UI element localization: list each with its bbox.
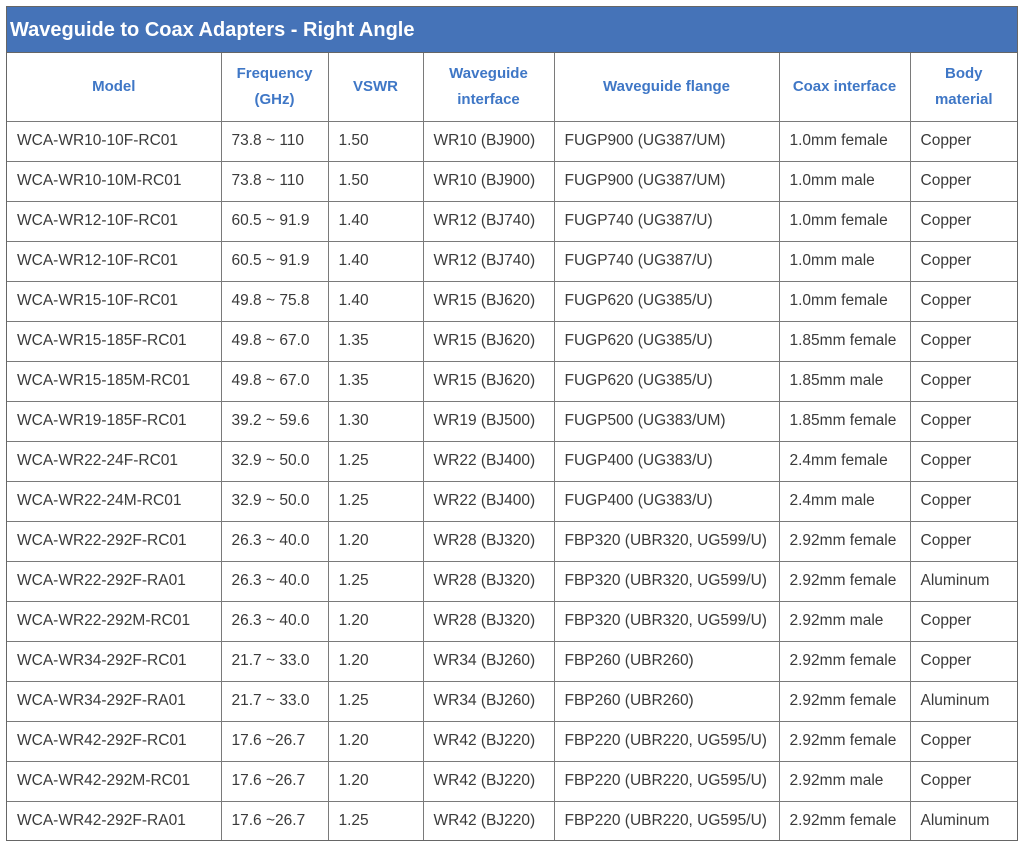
cell-model: WCA-WR22-292F-RC01 <box>7 521 221 561</box>
cell-vswr: 1.25 <box>328 801 423 841</box>
column-header-frequency <box>221 53 328 121</box>
cell-waveguide-interface: WR10 (BJ900) <box>423 161 554 201</box>
cell-waveguide-flange: FBP220 (UBR220, UG595/U) <box>554 801 779 841</box>
cell-vswr: 1.30 <box>328 401 423 441</box>
cell-waveguide-flange: FBP220 (UBR220, UG595/U) <box>554 721 779 761</box>
cell-coax-interface: 2.92mm male <box>779 761 910 801</box>
cell-vswr: 1.40 <box>328 241 423 281</box>
cell-waveguide-interface: WR15 (BJ620) <box>423 361 554 401</box>
table-row <box>7 521 1017 561</box>
cell-body-material: Copper <box>910 361 1017 401</box>
cell-vswr: 1.35 <box>328 321 423 361</box>
cell-waveguide-flange: FUGP400 (UG383/U) <box>554 481 779 521</box>
table-row <box>7 161 1017 201</box>
cell-waveguide-interface: WR28 (BJ320) <box>423 601 554 641</box>
cell-model: WCA-WR10-10F-RC01 <box>7 121 221 161</box>
cell-frequency: 32.9 ~ 50.0 <box>221 481 328 521</box>
cell-body-material: Copper <box>910 281 1017 321</box>
cell-coax-interface: 1.85mm male <box>779 361 910 401</box>
table-row <box>7 761 1017 801</box>
cell-vswr: 1.25 <box>328 441 423 481</box>
column-header-line: Waveguide flange <box>603 77 730 95</box>
cell-waveguide-flange: FUGP740 (UG387/U) <box>554 201 779 241</box>
cell-coax-interface: 2.92mm male <box>779 601 910 641</box>
column-header-line: Coax interface <box>792 77 897 95</box>
cell-waveguide-flange: FUGP400 (UG383/U) <box>554 441 779 481</box>
cell-waveguide-interface: WR42 (BJ220) <box>423 801 554 841</box>
cell-waveguide-flange: FUGP900 (UG387/UM) <box>554 161 779 201</box>
cell-vswr: 1.40 <box>328 281 423 321</box>
cell-frequency: 21.7 ~ 33.0 <box>221 641 328 681</box>
cell-coax-interface: 2.92mm female <box>779 721 910 761</box>
table-body <box>7 121 1017 841</box>
cell-body-material: Copper <box>910 641 1017 681</box>
cell-coax-interface: 1.85mm female <box>779 321 910 361</box>
column-header-line: material <box>934 90 993 108</box>
cell-body-material: Aluminum <box>910 561 1017 601</box>
table-row <box>7 201 1017 241</box>
cell-model: WCA-WR22-24M-RC01 <box>7 481 221 521</box>
cell-frequency: 17.6 ~26.7 <box>221 761 328 801</box>
cell-frequency: 39.2 ~ 59.6 <box>221 401 328 441</box>
table-row <box>7 641 1017 681</box>
cell-model: WCA-WR42-292F-RC01 <box>7 721 221 761</box>
cell-waveguide-interface: WR12 (BJ740) <box>423 201 554 241</box>
cell-coax-interface: 2.92mm female <box>779 801 910 841</box>
table-row <box>7 401 1017 441</box>
cell-model: WCA-WR42-292F-RA01 <box>7 801 221 841</box>
cell-waveguide-interface: WR15 (BJ620) <box>423 321 554 361</box>
cell-waveguide-flange: FBP260 (UBR260) <box>554 641 779 681</box>
cell-vswr: 1.50 <box>328 161 423 201</box>
cell-vswr: 1.20 <box>328 721 423 761</box>
spec-table-frame <box>6 6 1018 841</box>
cell-frequency: 73.8 ~ 110 <box>221 161 328 201</box>
cell-waveguide-flange: FBP320 (UBR320, UG599/U) <box>554 601 779 641</box>
cell-waveguide-flange: FUGP500 (UG383/UM) <box>554 401 779 441</box>
cell-vswr: 1.40 <box>328 201 423 241</box>
cell-coax-interface: 1.0mm female <box>779 121 910 161</box>
cell-coax-interface: 2.92mm female <box>779 521 910 561</box>
cell-frequency: 73.8 ~ 110 <box>221 121 328 161</box>
cell-vswr: 1.25 <box>328 561 423 601</box>
cell-model: WCA-WR15-185F-RC01 <box>7 321 221 361</box>
cell-coax-interface: 2.92mm female <box>779 641 910 681</box>
cell-waveguide-interface: WR42 (BJ220) <box>423 721 554 761</box>
cell-coax-interface: 1.0mm male <box>779 241 910 281</box>
cell-frequency: 49.8 ~ 67.0 <box>221 361 328 401</box>
cell-waveguide-flange: FBP220 (UBR220, UG595/U) <box>554 761 779 801</box>
column-header-waveguide-flange <box>554 53 779 121</box>
cell-body-material: Copper <box>910 401 1017 441</box>
cell-vswr: 1.20 <box>328 641 423 681</box>
cell-body-material: Copper <box>910 201 1017 241</box>
column-header-coax-interface <box>779 53 910 121</box>
cell-model: WCA-WR12-10F-RC01 <box>7 201 221 241</box>
cell-vswr: 1.20 <box>328 761 423 801</box>
cell-body-material: Aluminum <box>910 681 1017 721</box>
table-row <box>7 561 1017 601</box>
cell-frequency: 26.3 ~ 40.0 <box>221 601 328 641</box>
cell-coax-interface: 1.0mm male <box>779 161 910 201</box>
table-title: Waveguide to Coax Adapters - Right Angle <box>7 7 1017 53</box>
cell-waveguide-interface: WR28 (BJ320) <box>423 521 554 561</box>
cell-frequency: 49.8 ~ 67.0 <box>221 321 328 361</box>
column-header-line: Waveguide <box>449 64 528 82</box>
table-row <box>7 121 1017 161</box>
cell-body-material: Copper <box>910 121 1017 161</box>
cell-waveguide-interface: WR28 (BJ320) <box>423 561 554 601</box>
cell-model: WCA-WR12-10F-RC01 <box>7 241 221 281</box>
cell-model: WCA-WR19-185F-RC01 <box>7 401 221 441</box>
table-row <box>7 241 1017 281</box>
table-row <box>7 801 1017 841</box>
cell-body-material: Copper <box>910 481 1017 521</box>
cell-vswr: 1.50 <box>328 121 423 161</box>
cell-waveguide-interface: WR10 (BJ900) <box>423 121 554 161</box>
cell-frequency: 49.8 ~ 75.8 <box>221 281 328 321</box>
table-row <box>7 281 1017 321</box>
cell-waveguide-interface: WR34 (BJ260) <box>423 641 554 681</box>
cell-coax-interface: 2.4mm male <box>779 481 910 521</box>
cell-body-material: Copper <box>910 241 1017 281</box>
cell-waveguide-interface: WR42 (BJ220) <box>423 761 554 801</box>
cell-vswr: 1.20 <box>328 601 423 641</box>
cell-model: WCA-WR10-10M-RC01 <box>7 161 221 201</box>
cell-frequency: 21.7 ~ 33.0 <box>221 681 328 721</box>
cell-frequency: 17.6 ~26.7 <box>221 801 328 841</box>
column-header-line: (GHz) <box>254 90 295 108</box>
cell-coax-interface: 1.0mm female <box>779 281 910 321</box>
cell-frequency: 17.6 ~26.7 <box>221 721 328 761</box>
cell-body-material: Copper <box>910 761 1017 801</box>
column-header-line: interface <box>457 90 520 108</box>
column-header-line: Body <box>945 64 983 82</box>
header-row <box>7 53 1017 121</box>
cell-vswr: 1.20 <box>328 521 423 561</box>
cell-model: WCA-WR34-292F-RC01 <box>7 641 221 681</box>
cell-coax-interface: 1.0mm female <box>779 201 910 241</box>
cell-model: WCA-WR42-292M-RC01 <box>7 761 221 801</box>
cell-body-material: Copper <box>910 601 1017 641</box>
cell-model: WCA-WR22-292F-RA01 <box>7 561 221 601</box>
cell-body-material: Copper <box>910 441 1017 481</box>
cell-model: WCA-WR15-185M-RC01 <box>7 361 221 401</box>
table-row <box>7 481 1017 521</box>
cell-model: WCA-WR22-24F-RC01 <box>7 441 221 481</box>
cell-vswr: 1.25 <box>328 681 423 721</box>
column-header-waveguide-interface <box>423 53 554 121</box>
table-row <box>7 321 1017 361</box>
cell-waveguide-interface: WR19 (BJ500) <box>423 401 554 441</box>
cell-waveguide-interface: WR15 (BJ620) <box>423 281 554 321</box>
cell-body-material: Copper <box>910 161 1017 201</box>
cell-coax-interface: 2.4mm female <box>779 441 910 481</box>
cell-frequency: 26.3 ~ 40.0 <box>221 561 328 601</box>
cell-frequency: 60.5 ~ 91.9 <box>221 201 328 241</box>
cell-frequency: 60.5 ~ 91.9 <box>221 241 328 281</box>
table-row <box>7 721 1017 761</box>
cell-body-material: Copper <box>910 721 1017 761</box>
cell-coax-interface: 2.92mm female <box>779 681 910 721</box>
cell-waveguide-flange: FUGP620 (UG385/U) <box>554 321 779 361</box>
cell-vswr: 1.35 <box>328 361 423 401</box>
cell-waveguide-interface: WR12 (BJ740) <box>423 241 554 281</box>
cell-waveguide-flange: FBP260 (UBR260) <box>554 681 779 721</box>
cell-coax-interface: 2.92mm female <box>779 561 910 601</box>
column-header-line: Frequency <box>236 64 313 82</box>
cell-waveguide-flange: FUGP900 (UG387/UM) <box>554 121 779 161</box>
cell-waveguide-flange: FUGP740 (UG387/U) <box>554 241 779 281</box>
cell-model: WCA-WR15-10F-RC01 <box>7 281 221 321</box>
cell-frequency: 26.3 ~ 40.0 <box>221 521 328 561</box>
cell-model: WCA-WR34-292F-RA01 <box>7 681 221 721</box>
table-row <box>7 681 1017 721</box>
column-header-line: Model <box>92 77 136 95</box>
cell-model: WCA-WR22-292M-RC01 <box>7 601 221 641</box>
cell-waveguide-flange: FUGP620 (UG385/U) <box>554 361 779 401</box>
cell-coax-interface: 1.85mm female <box>779 401 910 441</box>
table-row <box>7 441 1017 481</box>
cell-frequency: 32.9 ~ 50.0 <box>221 441 328 481</box>
table-row <box>7 361 1017 401</box>
column-header-line: VSWR <box>353 77 398 95</box>
spec-table <box>7 53 1017 841</box>
table-header <box>7 53 1017 121</box>
table-row <box>7 601 1017 641</box>
cell-waveguide-flange: FUGP620 (UG385/U) <box>554 281 779 321</box>
cell-body-material: Copper <box>910 521 1017 561</box>
cell-waveguide-interface: WR22 (BJ400) <box>423 481 554 521</box>
cell-waveguide-flange: FBP320 (UBR320, UG599/U) <box>554 521 779 561</box>
cell-waveguide-interface: WR34 (BJ260) <box>423 681 554 721</box>
cell-body-material: Aluminum <box>910 801 1017 841</box>
cell-vswr: 1.25 <box>328 481 423 521</box>
cell-body-material: Copper <box>910 321 1017 361</box>
cell-waveguide-interface: WR22 (BJ400) <box>423 441 554 481</box>
column-header-vswr <box>328 53 423 121</box>
column-header-body-material <box>910 53 1017 121</box>
cell-waveguide-flange: FBP320 (UBR320, UG599/U) <box>554 561 779 601</box>
column-header-model <box>7 53 221 121</box>
